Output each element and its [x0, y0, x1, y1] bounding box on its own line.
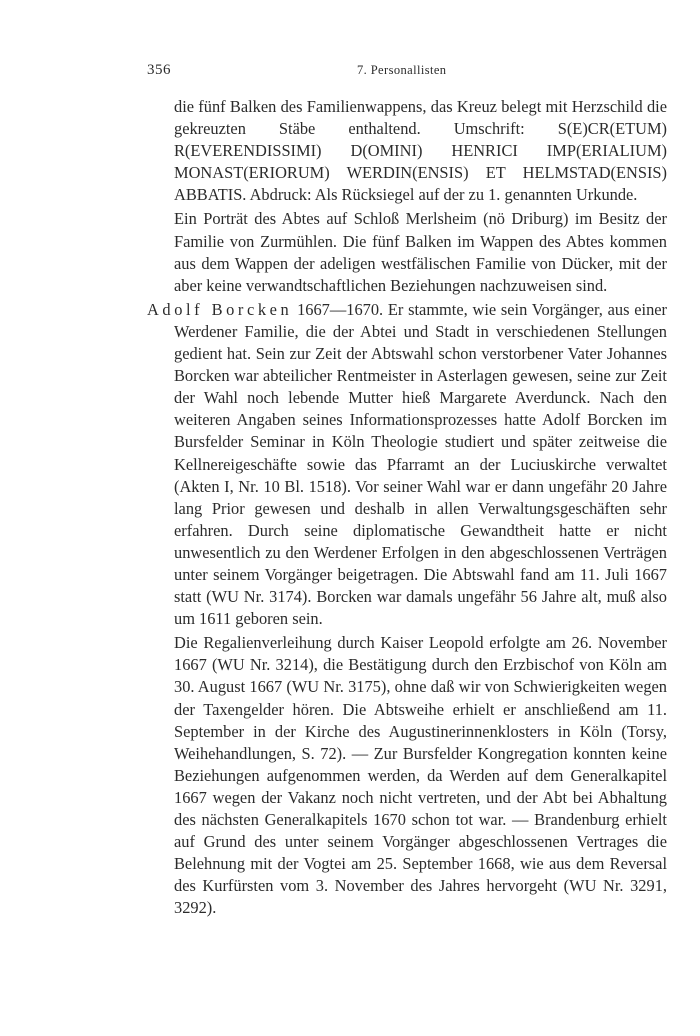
running-head [147, 62, 667, 82]
paragraph-regalien: Die Regalienverleihung durch Kaiser Leopold erfolgte am 26. November 1667 (WU Nr. 3214), die Bestätigung durch den Erzbischof von Köln am 30. August 1667 (WU Nr. 3175), ohne daß wir von Schwierigkeiten wegen der Taxengelder hören. Die Abtsweihe erhielt er anschließend am 11. September in der Kirche des Augustinerinnenklosters in Köln (Torsy, Weihehandlungen, S. 72). — Zur Bursfelder Kongregation konnten keine Beziehungen aufgenommen werden, da Werden auf dem Generalkapitel 1667 wegen der Vakanz noch nicht vertreten, und der Abt bei Abhaltung des nächsten Generalkapitels 1670 schon tot war. — Brandenburg erhielt auf Grund des unter seinem Vorgänger abgeschlossenen Vertrages die Belehnung mit der Vogtei am 25. September 1668, wie aus dem Reversal des Kurfürsten vom 3. November des Jahres hervorgeht (WU Nr. 3291, 3292). [174, 633, 667, 918]
running-head-title: 7. Personallisten [357, 63, 447, 77]
entry-name: Adolf Borcken [147, 299, 293, 319]
entry-text: 1667—1670. Er stammte, wie sein Vorgänger, aus einer Werdener Familie, die der Abtei und Stadt in verschiedenen Stellungen gedient hat. Sein zur Zeit der Abtswahl schon verstorbener Vater Johannes Borcken war abteilicher Rentmeister in Asterlagen gewesen, seine zur Zeit der Wahl noch lebende Mutter hieß Margarete Averdunck. Nach den weiteren Angaben seines Informationsprozesses hatte Adolf Borcken im Bursfelder Seminar in Köln Theologie studiert und später zeitweise die Kellnereigeschäfte sowie das Pfarramt an der Luciuskirche verwaltet (Akten I, Nr. 10 Bl. 1518). Vor seiner Wahl war er dann ungefähr 20 Jahre lang Prior gewesen und deshalb in allen Verwaltungsgeschäften sehr erfahren. Durch seine diplomatische Gewandtheit hatte er nicht unwesentlich zu den Werdener Erfolgen in den abgeschlossenen Verträgen unter seinem Vorgänger beigetragen. Die Abtswahl fand am 11. Juli 1667 statt (WU Nr. 3174). Borcken war damals ungefähr 56 Jahre alt, muß also um 1611 geboren sein. [174, 299, 667, 629]
body-text [147, 96, 667, 921]
entry-adolf-borcken [147, 299, 667, 630]
page-number: 356 [147, 62, 171, 78]
paragraph-seal-description: die fünf Balken des Familienwappens, das Kreuz belegt mit Herzschild die gekreuzten Stäbe enthaltend. Umschrift: S(E)CR(ETUM) R(EVERENDISSIMI) D(OMINI) HENRICI IMP(ERIALIUM) MONAST(ERIORUM) WERDIN(ENSIS) ET HELMSTAD(ENSIS) ABBATIS. Abdruck: Als Rücksiegel auf der zu 1. genannten Urkunde. [174, 97, 667, 205]
paragraph-portrait: Ein Porträt des Abtes auf Schloß Merlsheim (nö Driburg) im Besitz der Familie von Zurmühlen. Die fünf Balken im Wappen des Abtes kommen aus dem Wappen der adeligen westfälischen Familie von Dücker, mit der aber keine verwandtschaftlichen Beziehungen nachzuweisen sind. [174, 209, 667, 295]
